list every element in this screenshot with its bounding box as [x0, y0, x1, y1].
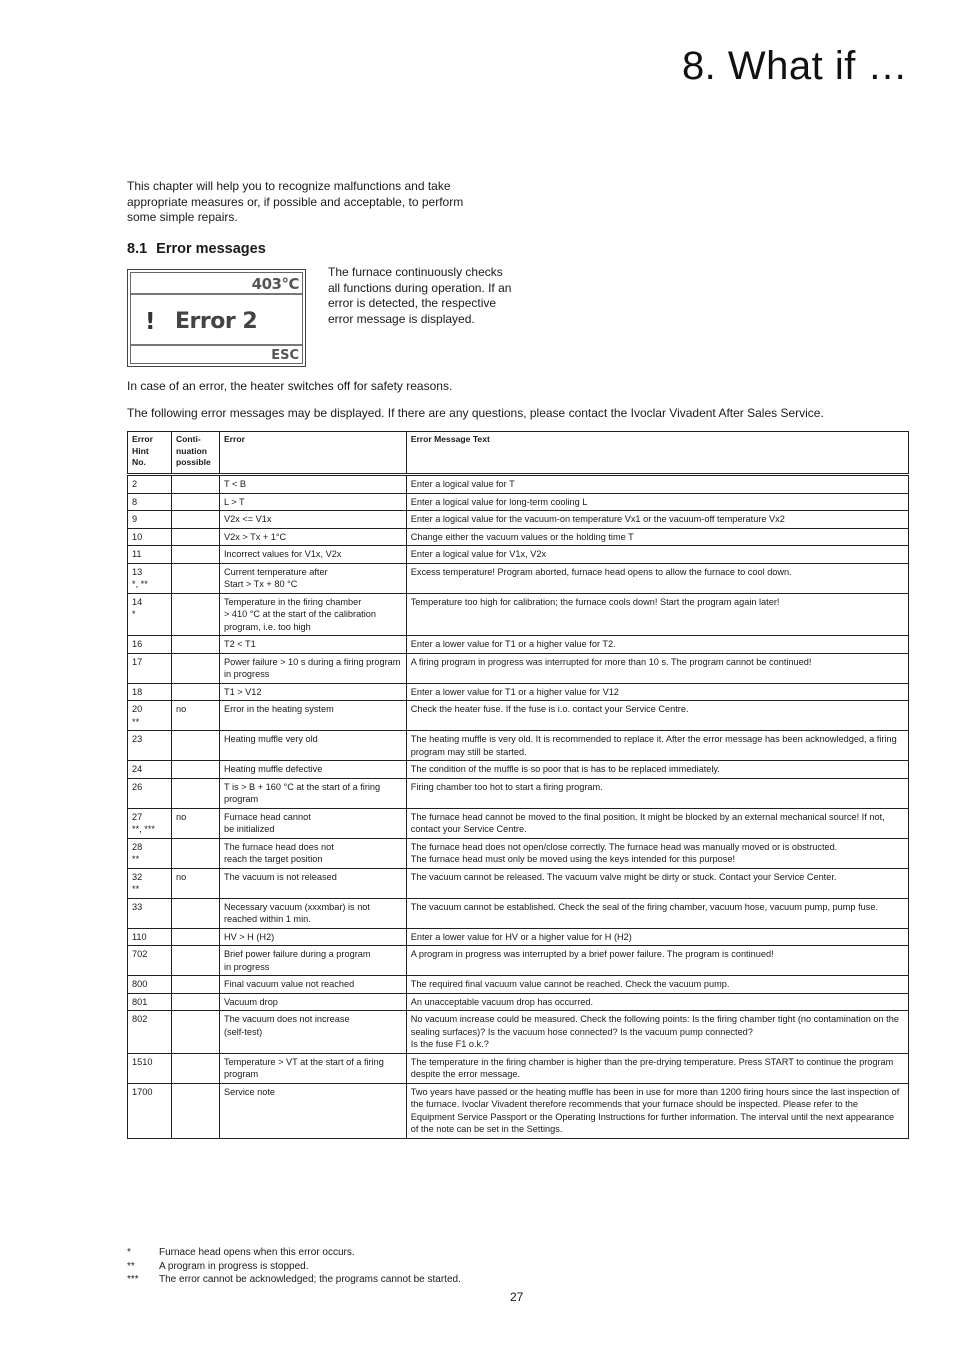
error-cell: Incorrect values for V1x, V2x [219, 546, 406, 564]
error-hint-no-cell: 11 [128, 546, 172, 564]
continuation-cell: no [171, 808, 219, 838]
header-error: Error [219, 432, 406, 475]
error-cell: Temperature > VT at the start of a firing program [219, 1053, 406, 1083]
error-hint-no-cell: 20 ** [128, 701, 172, 731]
continuation-cell [171, 731, 219, 761]
footnote-text: A program in progress is stopped. [159, 1260, 309, 1272]
error-cell: Brief power failure during a program in progress [219, 946, 406, 976]
continuation-cell [171, 898, 219, 928]
continuation-cell [171, 993, 219, 1011]
header-message-text: Error Message Text [406, 432, 908, 475]
contact-paragraph: The following error messages may be displayed. If there are any questions, please contact the Ivoclar Vivadent After Sales Service. [127, 406, 824, 420]
error-message-cell: The heating muffle is very old. It is recommended to replace it. After the error message has been acknowledged, a firing program may still be started. [406, 731, 908, 761]
error-hint-no-cell: 16 [128, 636, 172, 654]
table-row [128, 1083, 909, 1138]
continuation-cell [171, 475, 219, 494]
continuation-cell [171, 511, 219, 529]
error-hint-no-cell: 1510 [128, 1053, 172, 1083]
error-message-cell: Enter a lower value for T1 or a higher value for V12 [406, 683, 908, 701]
continuation-cell [171, 946, 219, 976]
error-cell: The vacuum is not released [219, 868, 406, 898]
continuation-cell [171, 976, 219, 994]
error-message-cell: Excess temperature! Program aborted, furnace head opens to allow the furnace to cool down. [406, 563, 908, 593]
error-cell: Vacuum drop [219, 993, 406, 1011]
table-row [128, 993, 909, 1011]
error-message-cell: A program in progress was interrupted by a brief power failure. The program is continued! [406, 946, 908, 976]
continuation-cell [171, 761, 219, 779]
continuation-cell [171, 493, 219, 511]
footnote-mark: * [127, 1247, 131, 1258]
error-hint-no-cell: 110 [128, 928, 172, 946]
error-cell: The furnace head does not reach the target position [219, 838, 406, 868]
footnote-mark: *** [127, 1274, 139, 1285]
error-hint-no-cell: 802 [128, 1011, 172, 1054]
error-message-cell: A firing program in progress was interrupted for more than 10 s. The program cannot be continued! [406, 653, 908, 683]
error-cell: Final vacuum value not reached [219, 976, 406, 994]
continuation-cell [171, 1083, 219, 1138]
error-messages-table [127, 431, 909, 1139]
table-row [128, 653, 909, 683]
table-row [128, 1011, 909, 1054]
error-message-cell: Firing chamber too hot to start a firing program. [406, 778, 908, 808]
error-cell: Power failure > 10 s during a firing program in progress [219, 653, 406, 683]
table-row [128, 976, 909, 994]
error-hint-no-cell: 26 [128, 778, 172, 808]
error-message-cell: Enter a logical value for V1x, V2x [406, 546, 908, 564]
continuation-cell [171, 778, 219, 808]
error-cell: Current temperature after Start > Tx + 80 °C [219, 563, 406, 593]
error-hint-no-cell: 24 [128, 761, 172, 779]
header-hint-no: Error Hint No. [128, 432, 172, 475]
error-hint-no-cell: 13 *, ** [128, 563, 172, 593]
error-hint-no-cell: 801 [128, 993, 172, 1011]
continuation-cell [171, 593, 219, 636]
table-row [128, 928, 909, 946]
table-header-row [128, 432, 909, 475]
footnote-text: The error cannot be acknowledged; the programs cannot be started. [159, 1274, 461, 1285]
display-divider-bottom [131, 344, 302, 346]
error-hint-no-cell: 9 [128, 511, 172, 529]
error-message-cell: An unacceptable vacuum drop has occurred. [406, 993, 908, 1011]
error-cell: Furnace head cannot be initialized [219, 808, 406, 838]
footnote [127, 1273, 461, 1287]
error-hint-no-cell: 702 [128, 946, 172, 976]
footnote-text: Furnace head opens when this error occurs. [159, 1247, 355, 1258]
error-message-cell: The vacuum cannot be established. Check the seal of the firing chamber, vacuum hose, vacuum pump, pump fuse. [406, 898, 908, 928]
error-hint-no-cell: 33 [128, 898, 172, 928]
intro-paragraph: This chapter will help you to recognize malfunctions and take appropriate measures or, if possible and acceptable, to perform some simple repairs. [127, 179, 464, 224]
error-message-cell: Change either the vacuum values or the holding time T [406, 528, 908, 546]
error-message-cell: The furnace head does not open/close correctly. The furnace head was manually moved or is obstructed. The furnace head must only be moved using the keys intended for this purpose! [406, 838, 908, 868]
table-row [128, 1053, 909, 1083]
table-row [128, 808, 909, 838]
continuation-cell [171, 563, 219, 593]
display-temperature: 403°C [251, 275, 299, 293]
table-row [128, 898, 909, 928]
error-cell: V2x <= V1x [219, 511, 406, 529]
footnotes [127, 1246, 461, 1287]
header-continuation: Conti- nuation possible [171, 432, 219, 475]
error-cell: Necessary vacuum (xxxmbar) is not reached within 1 min. [219, 898, 406, 928]
error-hint-no-cell: 800 [128, 976, 172, 994]
page-title: 8. What if … [681, 44, 908, 88]
display-error-message: Error 2 [175, 309, 258, 334]
error-display-illustration [127, 269, 306, 367]
table-row [128, 838, 909, 868]
table-row [128, 511, 909, 529]
error-hint-no-cell: 2 [128, 475, 172, 494]
error-cell: L > T [219, 493, 406, 511]
error-message-cell: Two years have passed or the heating muffle has been in use for more than 1200 firing hours since the last inspection of the furnace. Ivoclar Vivadent therefore recommends that your furnace should be inspected. Please refer to the Equipment Service Passport or the Operating Instructions for further information. The interval until the next appearance of the note can be set in the Settings. [406, 1083, 908, 1138]
continuation-cell: no [171, 701, 219, 731]
error-hint-no-cell: 14 * [128, 593, 172, 636]
table-row [128, 528, 909, 546]
error-cell: T2 < T1 [219, 636, 406, 654]
section-title: Error messages [156, 241, 266, 257]
error-cell: Service note [219, 1083, 406, 1138]
error-hint-no-cell: 1700 [128, 1083, 172, 1138]
section-number: 8.1 [127, 241, 148, 257]
error-message-cell: Enter a lower value for T1 or a higher value for T2. [406, 636, 908, 654]
error-message-cell: The vacuum cannot be released. The vacuum valve might be dirty or stuck. Contact your Service Center. [406, 868, 908, 898]
display-screen [130, 272, 303, 364]
error-cell: V2x > Tx + 1°C [219, 528, 406, 546]
footnote [127, 1246, 461, 1260]
error-hint-no-cell: 18 [128, 683, 172, 701]
continuation-cell [171, 1053, 219, 1083]
table-row [128, 946, 909, 976]
display-description: The furnace continuously checks all functions during operation. If an error is detected, the respective error message is displayed. [328, 265, 512, 326]
continuation-cell [171, 636, 219, 654]
table-row [128, 761, 909, 779]
error-message-cell: Check the heater fuse. If the fuse is i.o. contact your Service Centre. [406, 701, 908, 731]
error-message-cell: The furnace head cannot be moved to the final position. It might be blocked by an external mechanical source! If not, contact your Service Centre. [406, 808, 908, 838]
error-message-cell: No vacuum increase could be measured. Check the following points: Is the firing chamber tight (no contamination on the sealing surfaces)? Is the vacuum hose connected? Is the vacuum pump connected? Is the fuse F1 o.k.? [406, 1011, 908, 1054]
table-row [128, 683, 909, 701]
error-message-cell: The required final vacuum value cannot be reached. Check the vacuum pump. [406, 976, 908, 994]
error-cell: T < B [219, 475, 406, 494]
error-cell: The vacuum does not increase (self-test) [219, 1011, 406, 1054]
error-message-cell: Enter a logical value for long-term cooling L [406, 493, 908, 511]
error-message-cell: Enter a logical value for T [406, 475, 908, 494]
continuation-cell [171, 546, 219, 564]
table-row [128, 701, 909, 731]
table-row [128, 636, 909, 654]
table-row [128, 593, 909, 636]
error-cell: Heating muffle very old [219, 731, 406, 761]
error-message-cell: Temperature too high for calibration; the furnace cools down! Start the program again later! [406, 593, 908, 636]
table-row [128, 778, 909, 808]
table-row [128, 563, 909, 593]
error-hint-no-cell: 17 [128, 653, 172, 683]
table-row [128, 475, 909, 494]
error-message-cell: The temperature in the firing chamber is higher than the pre-drying temperature. Press START to continue the program despite the error message. [406, 1053, 908, 1083]
error-hint-no-cell: 8 [128, 493, 172, 511]
table-row [128, 546, 909, 564]
error-cell: Temperature in the firing chamber > 410 °C at the start of the calibration program, i.e. too high [219, 593, 406, 636]
error-message-cell: Enter a lower value for HV or a higher value for H (H2) [406, 928, 908, 946]
error-message-cell: The condition of the muffle is so poor that is has to be replaced immediately. [406, 761, 908, 779]
error-message-cell: Enter a logical value for the vacuum-on temperature Vx1 or the vacuum-off temperature Vx2 [406, 511, 908, 529]
footnote [127, 1260, 461, 1274]
table-row [128, 493, 909, 511]
continuation-cell: no [171, 868, 219, 898]
error-cell: HV > H (H2) [219, 928, 406, 946]
error-cell: Heating muffle defective [219, 761, 406, 779]
footnote-mark: ** [127, 1260, 135, 1272]
continuation-cell [171, 653, 219, 683]
table-row [128, 731, 909, 761]
error-hint-no-cell: 10 [128, 528, 172, 546]
continuation-cell [171, 683, 219, 701]
display-esc-label: ESC [271, 348, 299, 363]
continuation-cell [171, 838, 219, 868]
error-cell: Error in the heating system [219, 701, 406, 731]
error-cell: T is > B + 160 °C at the start of a firing program [219, 778, 406, 808]
error-hint-no-cell: 23 [128, 731, 172, 761]
continuation-cell [171, 528, 219, 546]
error-cell: T1 > V12 [219, 683, 406, 701]
continuation-cell [171, 928, 219, 946]
error-hint-no-cell: 27 **, *** [128, 808, 172, 838]
heater-off-paragraph: In case of an error, the heater switches off for safety reasons. [127, 379, 453, 393]
table-row [128, 868, 909, 898]
error-hint-no-cell: 32 ** [128, 868, 172, 898]
continuation-cell [171, 1011, 219, 1054]
display-divider-top [131, 293, 302, 295]
alert-icon: ! [145, 309, 156, 335]
section-heading [127, 241, 266, 257]
page-number: 27 [510, 1290, 524, 1304]
error-hint-no-cell: 28 ** [128, 838, 172, 868]
